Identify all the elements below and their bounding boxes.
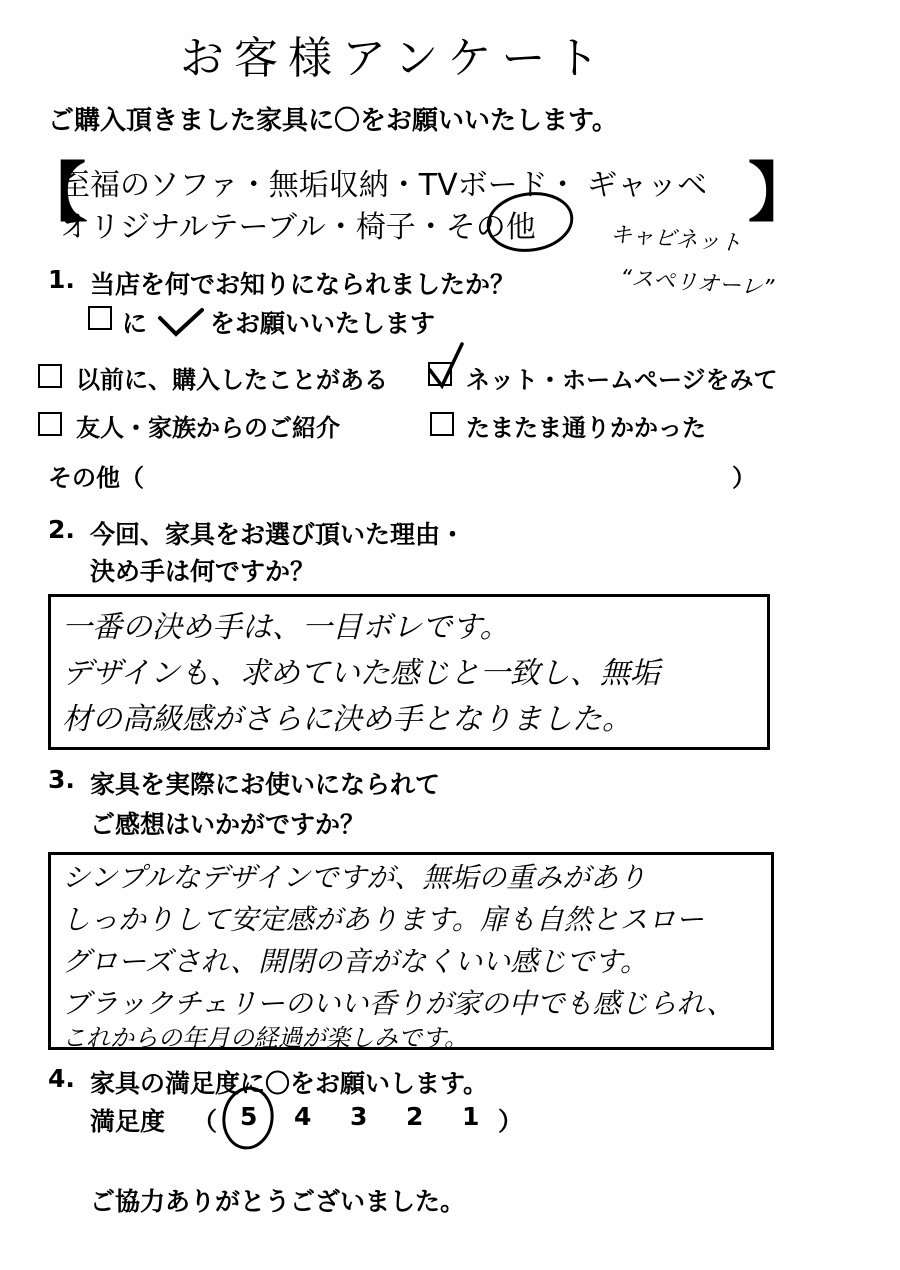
- page-title: お客様アンケート: [180, 33, 610, 84]
- bracket-open: 【: [22, 157, 86, 231]
- q3-answer-line: これからの年月の経過が楽しみです。: [62, 1024, 469, 1052]
- q3-answer-line: シンプルなデザインですが、無垢の重みがあり: [62, 861, 647, 894]
- satisfaction-label: 満足度: [90, 1107, 166, 1136]
- product-line-2: オリジナルテーブル・椅子・その他: [60, 210, 536, 245]
- satisfaction-option-1[interactable]: 1: [462, 1102, 480, 1131]
- q3-question-line-2: ご感想はいかがですか？: [90, 810, 366, 839]
- q3-number: 3.: [48, 765, 75, 794]
- instruction-post: をお願いいたします: [210, 309, 436, 338]
- q2-answer-line: 材の高級感がさらに決め手となりました。: [62, 702, 632, 737]
- option-checkbox-website[interactable]: [428, 362, 452, 386]
- other-note-line-1: キャビネット: [609, 222, 743, 257]
- option-label-referral: 友人・家族からのご紹介: [76, 414, 340, 442]
- q2-number: 2.: [48, 515, 75, 544]
- satisfaction-option-5[interactable]: 5: [240, 1102, 258, 1131]
- satisfaction-option-2[interactable]: 2: [406, 1102, 424, 1131]
- option-checkbox-referral[interactable]: [38, 412, 62, 436]
- other-close: ）: [732, 464, 756, 492]
- option-label-previous-purchase: 以前に、購入したことがある: [76, 366, 388, 394]
- q2-question-line-2: 決め手は何ですか？: [90, 557, 316, 586]
- other-label: その他（: [48, 464, 144, 492]
- satisfaction-option-3[interactable]: 3: [350, 1102, 368, 1131]
- closing-message: ご協力ありがとうございました。: [90, 1187, 466, 1216]
- q4-number: 4.: [48, 1064, 75, 1093]
- satisfaction-paren-close: ）: [498, 1107, 524, 1136]
- q2-answer-line: 一番の決め手は、一目ボレです。: [62, 610, 510, 645]
- q1-number: 1.: [48, 265, 75, 294]
- q2-answer-line: デザインも、求めていた感じと一致し、無垢: [62, 656, 660, 691]
- q3-answer-line: しっかりして安定感があります。扉も自然とスロー: [62, 903, 704, 936]
- q2-question-line-1: 今回、家具をお選び頂いた理由・: [90, 520, 466, 549]
- bracket-close: 】: [748, 157, 812, 231]
- product-line-1: 至福のソファ・無垢収納・TVボード・ ギャッベ: [60, 168, 708, 203]
- option-checkbox-passing-by[interactable]: [430, 412, 454, 436]
- q4-question: 家具の満足度に〇をお願いします。: [90, 1069, 489, 1098]
- option-label-website: ネット・ホームページをみて: [466, 366, 778, 394]
- q3-answer-line: グローズされ、開閉の音がなくいい感じです。: [62, 945, 649, 978]
- other-note-line-2: “スペリオーレ”: [619, 265, 775, 302]
- q3-question-line-1: 家具を実際にお使いになられて: [90, 770, 441, 799]
- check-mark-icon: [160, 310, 202, 334]
- instruction-checkbox-sample: [88, 306, 112, 330]
- satisfaction-paren-open: （: [192, 1107, 218, 1136]
- instruction-pre: に: [122, 309, 148, 338]
- option-label-passing-by: たまたま通りかかった: [466, 414, 706, 442]
- q1-question: 当店を何でお知りになられましたか？: [90, 270, 516, 299]
- option-checkbox-previous-purchase[interactable]: [38, 364, 62, 388]
- satisfaction-option-4[interactable]: 4: [294, 1102, 312, 1131]
- intro-text: ご購入頂きました家具に〇をお願いいたします。: [48, 106, 618, 136]
- q3-answer-line: ブラックチェリーのいい香りが家の中でも感じられ、: [62, 987, 735, 1020]
